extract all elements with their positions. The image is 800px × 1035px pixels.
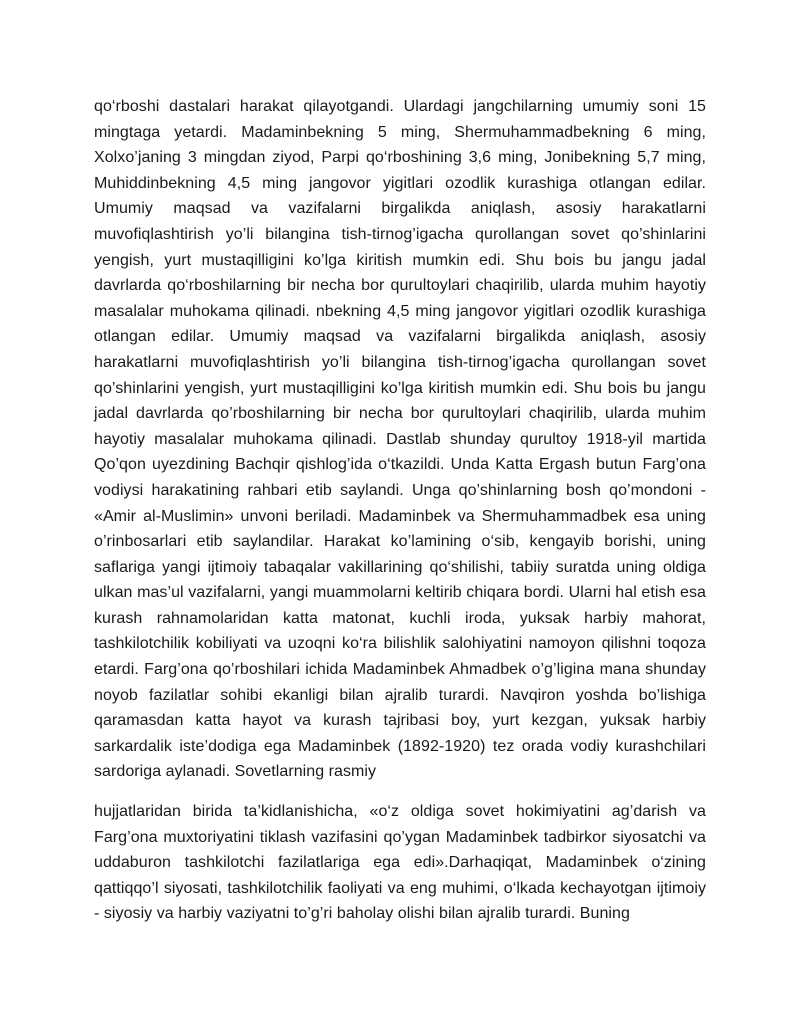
body-paragraph-2: hujjatlaridan birida ta’kidlanishicha, «o‘z oldiga sovet hokimiyatini ag’darish va Farg’ona muxtoriyatini tiklash vazifasini qo’ygan Madaminbek tadbirkor siyosatchi va uddaburon tashkilotchi fazilatlariga ega edi».Darhaqiqat, Madaminbek o‘zining qattiqqo’l siyosati, tashkilotchilik faoliyati va eng muhimi, o‘lkada kechayotgan ijtimoiy - siyosiy va harbiy vaziyatni to’g’ri baholay olishi bilan ajralib turardi. Buning <box>94 803 706 923</box>
body-paragraph-1: qo‘rboshi dastalari harakat qilayotgandi. Ulardagi jangchilarning umumiy soni 15 mingtaga yetardi. Madaminbekning 5 ming, Shermuhammadbekning 6 ming, Xolxo’janing 3 mingdan ziyod, Parpi qo‘rboshining 3,6 ming, Jonibekning 5,7 ming, Muhiddinbekning 4,5 ming jangovor yigitlari ozodlik kurashiga otlangan edilar. Umumiy maqsad va vazifalarni birgalikda aniqlash, asosiy harakatlarni muvofiqlashtirish yo’li bilangina tish-tirnog’igacha qurollangan sovet qo’shinlarini yengish, yurt mustaqilligini ko’lga kiritish mumkin edi. Shu bois bu jangu jadal davrlarda qo‘rboshilarning bir necha bor qurultoylari chaqirilib, ularda muhim hayotiy masalalar muhokama qilinadi. nbekning 4,5 ming jangovor yigitlari ozodlik kurashiga otlangan edilar. Umumiy maqsad va vazifalarni birgalikda aniqlash, asosiy harakatlarni muvofiqlashtirish yo’li bilangina tish-tirnog’igacha qurollangan sovet qo’shinlarini yengish, yurt mustaqilligini ko’lga kiritish mumkin edi. Shu bois bu jangu jadal davrlarda qo’rboshilarning bir necha bor qurultoylari chaqirilib, ularda muhim hayotiy masalalar muhokama qilinadi. Dastlab shunday qurultoy 1918-yil martida Qo’qon uyezdining Bachqir qishlog’ida o‘tkazildi. Unda Katta Ergash butun Farg’ona vodiysi harakatining rahbari etib saylandi. Unga qo’shinlarning bosh qo’mondoni - «Amir al-Muslimin» unvoni beriladi. Madaminbek va Shermuhammadbek esa uning o’rinbosarlari etib saylandilar. Harakat ko’lamining o‘sib, kengayib borishi, uning saflariga yangi ijtimoiy tabaqalar vakillarining qo‘shilishi, tabiiy suratda uning oldiga ulkan mas’ul vazifalarni, yangi muammolarni keltirib chiqara bordi. Ularni hal etish esa kurash rahnamolaridan katta matonat, kuchli iroda, yuksak harbiy mahorat, tashkilotchilik kobiliyati va uzoqni ko‘ra bilishlik salohiyatini namoyon qilishni toqoza etardi. Farg’ona qo’rboshilari ichida Madaminbek Ahmadbek o’g’ligina mana shunday noyob fazilatlar sohibi ekanligi bilan ajralib turardi. Navqiron yoshda bo’lishiga qaramasdan katta hayot va kurash tajribasi boy, yurt kezgan, yuksak harbiy sarkardalik iste’dodiga ega Madaminbek (1892-1920) tez orada vodiy kurashchilari sardoriga aylanadi. Sovetlarning rasmiy <box>94 98 706 781</box>
